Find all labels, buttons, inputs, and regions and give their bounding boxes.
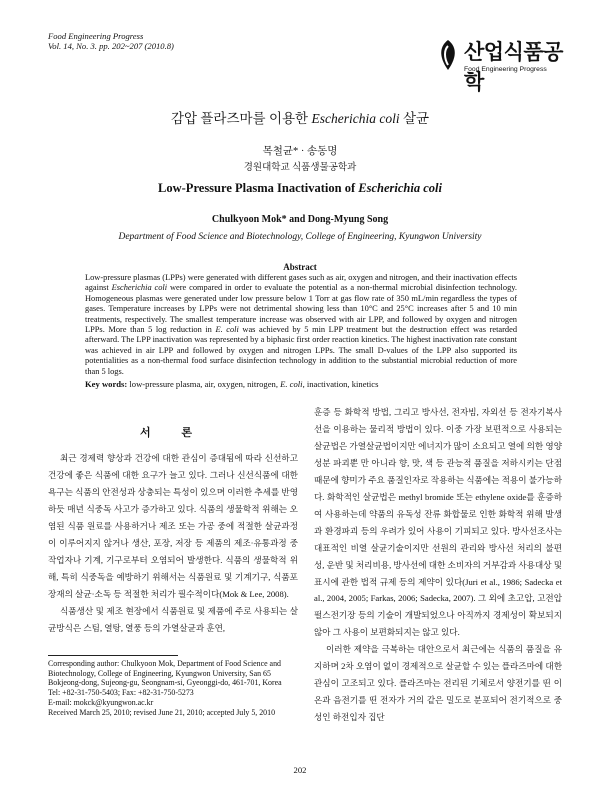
- journal-header: [48, 31, 174, 51]
- logo-mark-icon: [434, 38, 462, 72]
- abstract-heading: Abstract: [283, 262, 317, 272]
- authors-english: Chulkyoon Mok* and Dong-Myung Song: [211, 214, 389, 225]
- footnote: [48, 659, 303, 717]
- received-dates: Received March 25, 2010; revised June 21, 2010; accepted July 5, 2010: [48, 707, 276, 717]
- abstract-text: Low-pressure plasmas (LPPs) were generated with different gases such as air, oxygen and nitrogen, and their inactivation effects against Escherichia coli were compared in order to evaluate the potential as a non-thermal microbial disinfection technology. Homogeneous plasmas were generated under low pressure below 1 Torr at gas flow rate of 350 mL/min regardless the types of gases. Temperature increases by LPPs were not detrimental showing less than 10°C and 25°C increases after 5 and 10 min treatments, respectively. The smallest temperature increase was observed with air LPP, and followed by oxygen and nitrogen LPPs. More than 5 log reduction in E. coli was achieved by 5 min LPP treatment but the destruction effect was retarded afterward. The LPP inactivation was represented by a biphasic first order reaction kinetics. The highest inactivation rate constant was achieved in air LPP and followed by oxygen and nitrogen LPPs. The small D-values of the LPP also supported its potentialities as a non-thermal food surface disinfection technology in addition to the substantial microbial reduction of more than 5 logs.: [85, 273, 518, 376]
- right-column: [314, 404, 562, 726]
- footnote-divider: [48, 655, 178, 656]
- title-english: Low-Pressure Plasma Inactivation of Escherichia coli: [158, 181, 442, 195]
- contact-email: E-mail: mokck@kyungwon.ac.kr: [48, 697, 154, 707]
- corresponding-author: Corresponding author: Chulkyoon Mok, Department of Food Science and Biotechnology, College of Engineering, Kyungwon University, San 65 Bokjeong-dong, Sujeong-gu, Seongnam-si, Gyeonggi-do, 461-701, Korea: [48, 659, 282, 688]
- affiliation-korean: 경원대학교 식품생물공학과: [243, 163, 357, 173]
- page-number: 202: [293, 765, 307, 775]
- affiliation-english: Department of Food Science and Biotechnology, College of Engineering, Kyungwon University: [118, 232, 482, 242]
- title-korean: 감압 플라즈마를 이용한 Escherichia coli 살균: [170, 111, 430, 126]
- left-column: [48, 450, 298, 636]
- keywords: Key words: low-pressure plasma, air, oxygen, nitrogen, E. coli, inactivation, kinetics: [85, 379, 379, 389]
- authors-korean: 목철균* · 송동명: [262, 146, 338, 157]
- paragraph: 훈증 등 화학적 방법, 그리고 방사선, 전자빔, 자외선 등 전자기복사선을 이용하는 물리적 방법이 있다. 이중 가장 보편적으로 사용되는 살균법은 가열살균법이지만 에너지가 많이 소요되고 열에 의한 영양성분 파괴뿐 만 아니라 향, 맛, 색 등 관능적 품질을 저하시키는 단점 때문에 향미가 주요 품질인자로 작용하는 식품에는 적용이 불가능하다. 화학적인 살균법은 methyl bromide 또는 ethylene oxide를 훈증하여 사용하는데 약품의 유독성 잔류 화합물로 인한 화학적 위해 발생과 환경파괴 등의 우려가 있어 사용이 기피되고 있다. 방사선조사는 대표적인 비열 살균기술이지만 선원의 관리와 방사선 처리의 불편성, 운반 및 처리비용, 방사선에 대한 소비자의 거부감과 사용대상 및 표시에 관한 법적 규제 등의 제약이 있다(Juri et al., 1986; Sadecka et al., 2004, 2005; Farkas, 2006; Sadecka, 2007). 그 외에 초고압, 고전압펄스전기장 등의 기술이 개발되었으나 아직까지 경제성이 확보되지 않아 그 사용이 보편화되지는 않고 있다.: [314, 407, 562, 638]
- paragraph: 이러한 제약을 극복하는 대안으로서 최근에는 식품의 품질을 유지하며 2차 오염이 없이 경제적으로 살균할 수 있는 플라즈마에 대한 관심이 고조되고 있다. 플라즈마는 전리된 기체로서 양전기를 띤 이온과 음전기를 띤 전자가 거의 같은 밀도로 분포되어 전기적으로 중성인 하전입자 집단: [314, 644, 562, 723]
- journal-volume: Vol. 14, No. 3. pp. 202~207 (2010.8): [48, 41, 174, 51]
- logo-english: Food Engineering Progress: [464, 66, 547, 73]
- journal-logo: [434, 36, 564, 94]
- logo-hangul: 산업식품공학: [464, 40, 563, 94]
- section-heading-introduction: 서 론: [139, 427, 206, 439]
- paragraph: 식품생산 및 제조 현장에서 식품원료 및 제품에 주로 사용되는 살균방식은 스팀, 열탕, 열풍 등의 가열살균과 훈연,: [48, 605, 298, 633]
- journal-name: Food Engineering Progress: [48, 31, 144, 41]
- paragraph: 최근 경제력 향상과 건강에 대한 관심이 증대됨에 따라 신선하고 건강에 좋은 식품에 대한 요구가 늘고 있다. 그러나 신선식품에 대한 욕구는 식품의 안전성과 상충되는 특성이 있으며 이러한 추세를 반영하듯 매년 식중독 사고가 증가하고 있다. 식품의 생물학적 위해는 오염된 식품 원료를 사용하거나 제조 또는 가공 중에 적절한 살균과정이 이루어지지 않거나 생산, 포장, 저장 등 제품의 제조·유통과정 중 작업자나 기계, 기구로부터 오염되어 발생한다. 식품의 생물학적 위해, 특히 식중독을 예방하기 위해서는 식품원료 및 기계기구, 식품포장재의 살균·소독 등 적절한 처리가 필수적이다(Mok & Lee, 2008).: [48, 453, 298, 599]
- contact-phone: Tel: +82-31-750-5403; Fax: +82-31-750-5273: [48, 688, 194, 698]
